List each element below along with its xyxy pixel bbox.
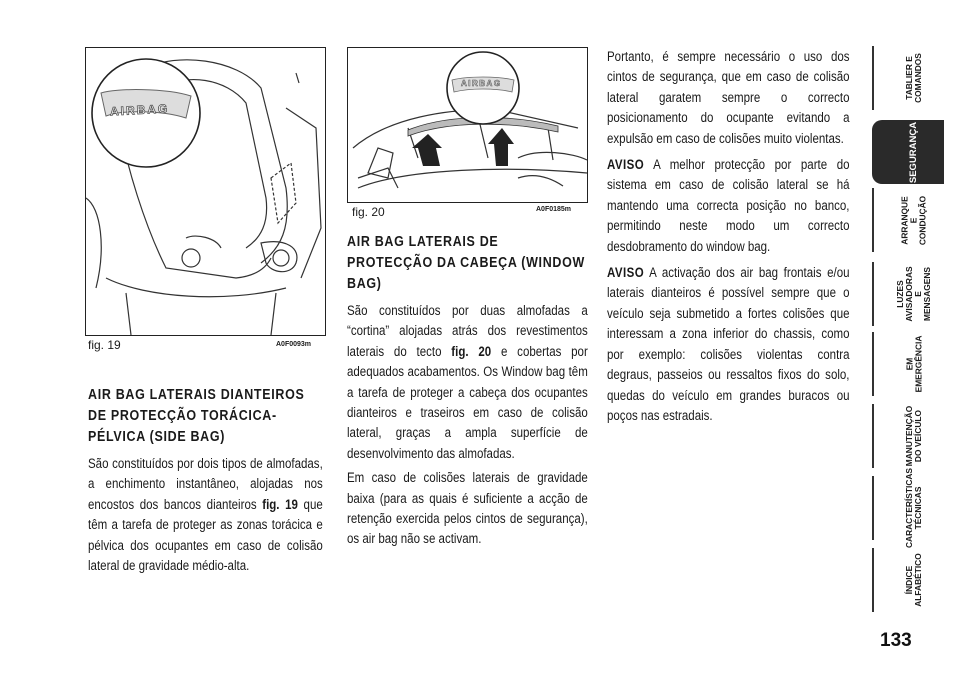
window-bag-paragraph-1 bbox=[347, 301, 588, 464]
tab-label: ARRANQUE E CONDUÇÃO bbox=[899, 195, 928, 245]
figure-reference: fig. 20 bbox=[451, 343, 492, 359]
figure-19-airbag-label: AIRBAG bbox=[109, 101, 170, 119]
seatbelt-paragraph: Portanto, é sempre necessário o uso dos cintos de segurança, que em caso de colisão lateral garatem sempre o correcto posicionamento do ocupante evitando a expulsão em caso de colisões muito violentas. bbox=[607, 49, 850, 146]
aviso-paragraph-1 bbox=[607, 155, 850, 257]
tab-luzes-avisadoras[interactable] bbox=[868, 262, 948, 326]
car-illustration bbox=[348, 48, 587, 202]
seat-illustration bbox=[86, 48, 325, 335]
tab-seguranca[interactable] bbox=[868, 120, 948, 184]
text: São constituídos por dois tipos de almofadas, a enchimento instantâneo, alojadas nos encostos dos bancos dianteiros bbox=[88, 456, 323, 512]
tab-arranque-conducao[interactable] bbox=[868, 188, 948, 252]
figure-19-caption: fig. 19 bbox=[88, 338, 121, 352]
figure-20-airbag-label: AIRBAG bbox=[461, 79, 502, 88]
text: que têm a tarefa de proteger as zonas torácica e pélvica dos ocupantes em caso de colisão lateral de gravidade médio-alta. bbox=[88, 496, 323, 574]
tab-manutencao-veiculo[interactable] bbox=[868, 404, 948, 468]
right-column bbox=[607, 47, 850, 430]
side-bag-paragraph bbox=[88, 454, 323, 576]
figure-20-caption: fig. 20 bbox=[352, 205, 385, 219]
tab-label: SEGURANÇA bbox=[908, 121, 920, 183]
arrow-up-icon bbox=[488, 128, 514, 166]
tab-indice-alfabetico[interactable] bbox=[868, 548, 948, 612]
arrow-up-icon bbox=[412, 134, 442, 166]
window-bag-heading: AIR BAG LATERAIS DE PROTECÇÃO DA CABEÇA (WINDOW BAG) bbox=[347, 234, 585, 292]
aviso-paragraph-2 bbox=[607, 263, 850, 426]
tab-label: CARACTERÍSTICAS TÉCNICAS bbox=[904, 467, 923, 549]
middle-column bbox=[347, 232, 588, 554]
chapter-tabs bbox=[868, 0, 960, 692]
left-column bbox=[88, 385, 323, 580]
side-bag-heading: AIR BAG LATERAIS DIANTEIROS DE PROTECÇÃO TORÁCICA-PÉLVICA (SIDE BAG) bbox=[88, 387, 305, 445]
text: e cobertas por adequados acabamentos. Os Window bag têm a tarefa de proteger a cabeça dos ocupantes dianteiros e traseiros em caso de colisão lateral, graças a ampla superfície de desenvolvimento das almofadas. bbox=[347, 343, 588, 461]
text: São constituídos por duas almofadas a “cortina” alojadas atrás dos revestimentos laterais do tecto bbox=[347, 303, 588, 359]
window-bag-paragraph-2: Em caso de colisões laterais de gravidade baixa (para as quais é suficiente a acção de retenção exercida pelos cintos de segurança), os air bag não se activam. bbox=[347, 470, 588, 547]
figure-19 bbox=[85, 47, 326, 336]
tab-label: MANUTENÇÃO DO VEÍCULO bbox=[904, 405, 924, 467]
tab-label: ÍNDICE ALFABÉTICO bbox=[903, 553, 923, 607]
page-number: 133 bbox=[880, 630, 912, 651]
tab-label: EM EMERGÊNCIA bbox=[904, 335, 923, 393]
tab-caracteristicas-tecnicas[interactable] bbox=[868, 467, 948, 549]
tab-label: TABLIER E COMANDOS bbox=[903, 53, 923, 103]
aviso-label: AVISO bbox=[607, 265, 645, 281]
figure-20 bbox=[347, 47, 588, 203]
figure-20-code: A0F0185m bbox=[536, 206, 572, 213]
tab-em-emergencia[interactable] bbox=[868, 332, 948, 396]
tab-label: LUZES AVISADORAS E MENSAGENS bbox=[895, 266, 932, 322]
figure-reference: fig. 19 bbox=[262, 496, 298, 512]
tab-tablier-comandos[interactable] bbox=[868, 46, 948, 110]
figure-19-code: A0F0093m bbox=[276, 341, 312, 348]
text: A activação dos air bag frontais e/ou laterais dianteiros é possível sempre que o veículo seja submetido a fortes colisões que interessam a zona inferior do chassis, como por exemplo: colisões violentas contra degraus, passeios ou ressaltos fixos do solo, quedas do veículo em grandes buracos ou poços nas estradais. bbox=[607, 265, 850, 423]
aviso-label: AVISO bbox=[607, 157, 645, 173]
text: A melhor protecção por parte do sistema em caso de colisão lateral se há mantendo uma correcta posição no banco, permitindo neste modo um correcto desdobramento do window bag. bbox=[607, 157, 850, 254]
